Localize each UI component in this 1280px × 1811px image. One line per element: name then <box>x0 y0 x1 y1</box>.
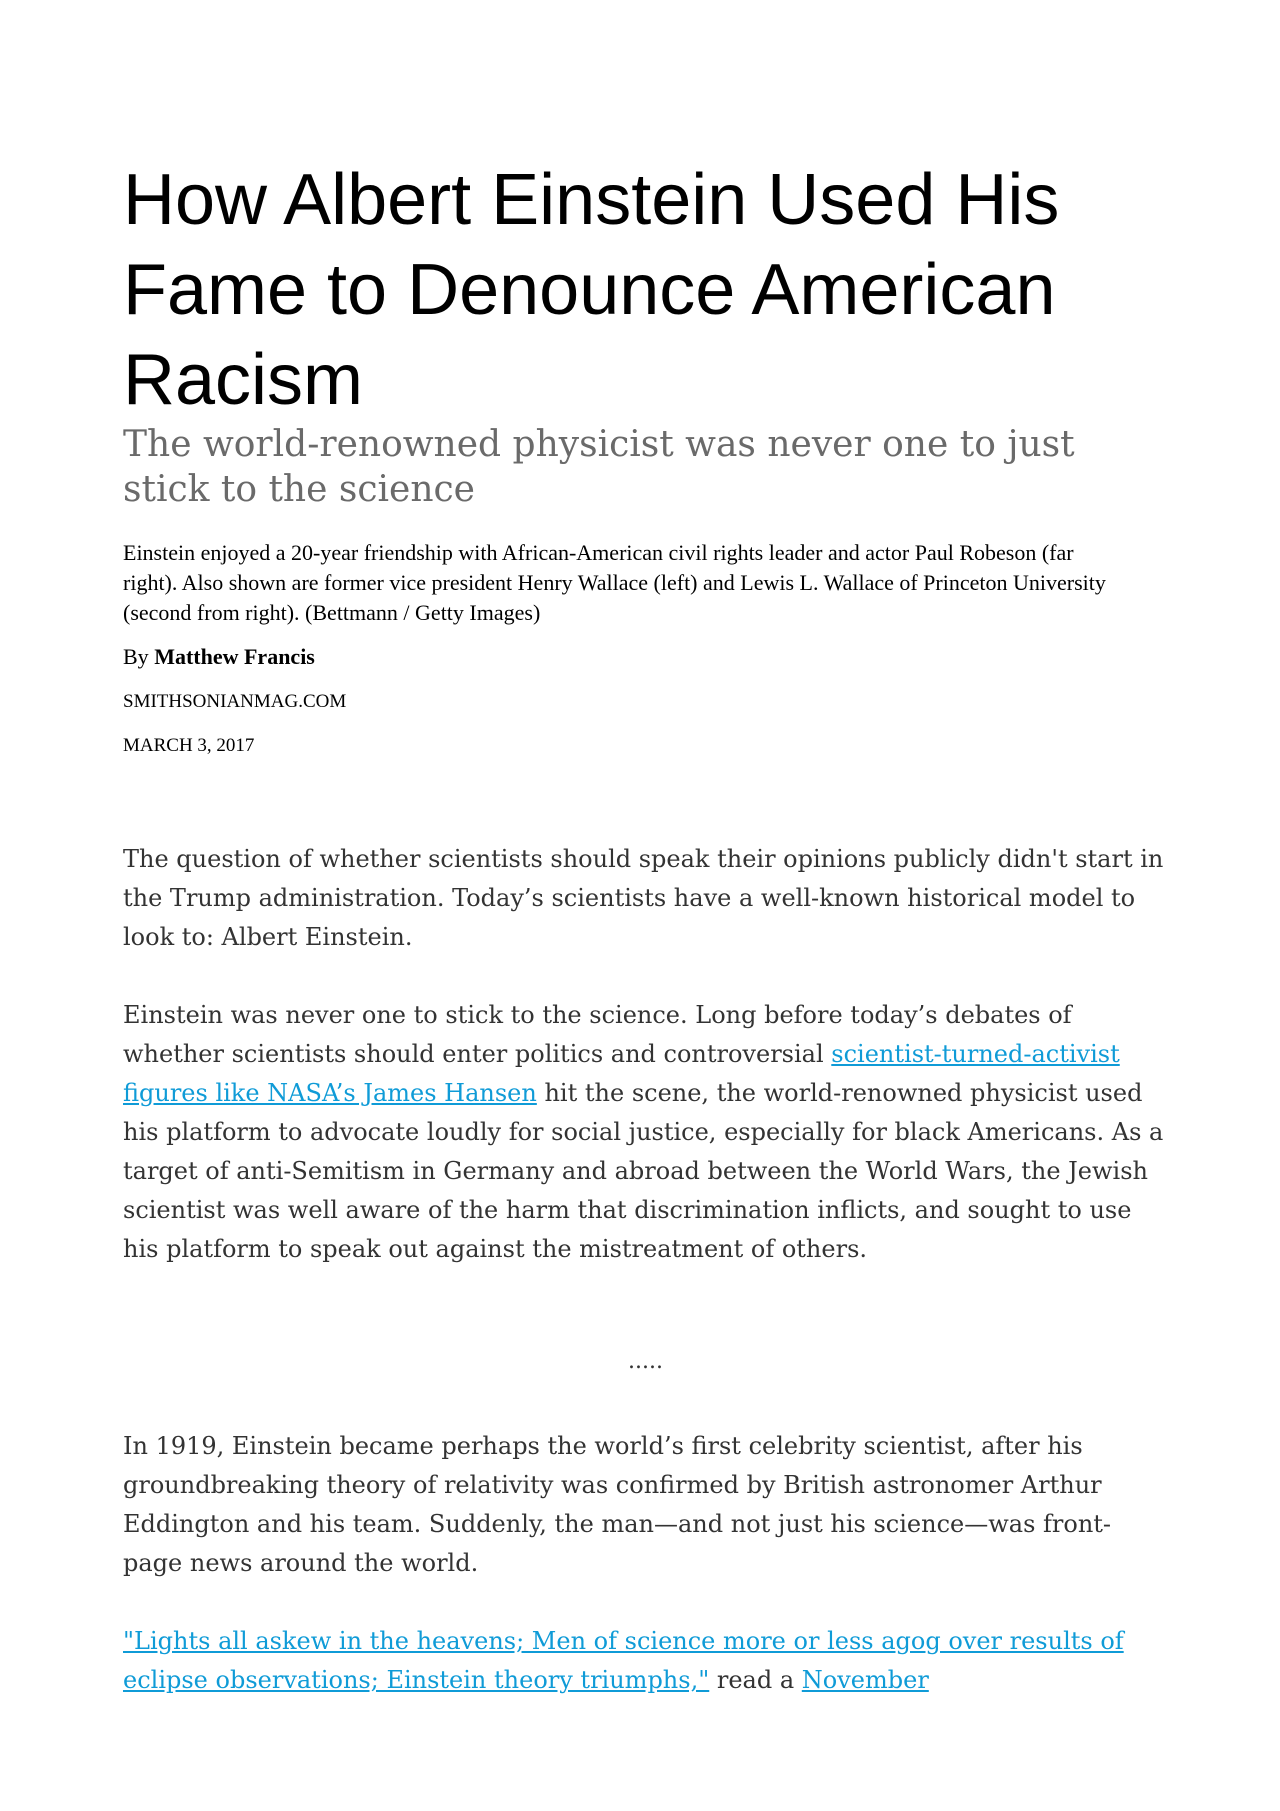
paragraph-2-text-end: hit the scene, the world-renowned physicist used his platform to advocate loudly for social justice, especially for black Americans. As a target of anti-Semitism in Germany and abroad between the World Wars, the Jewish scientist was well aware of the harm that discrimination inflicts, and sought to use his platform to speak out against the mistreatment of others. <box>123 1079 1164 1263</box>
paragraph-4 <box>123 1622 1168 1700</box>
article-subheadline: The world-renowned physicist was never one to just stick to the science <box>123 424 1075 510</box>
byline <box>123 642 315 672</box>
author-name: Matthew Francis <box>154 644 315 669</box>
byline-prefix: By <box>123 644 155 669</box>
article-headline: How Albert Einstein Used His Fame to Denounce American Racism <box>123 160 1060 420</box>
section-separator: ..... <box>628 1349 663 1374</box>
paragraph-2-text-start: Einstein was never one to stick to the science. Long before today’s debates of whether scientists should enter politics and controversial <box>123 1001 1072 1068</box>
paragraph-1: The question of whether scientists should speak their opinions publicly didn't start in the Trump administration. Today’s scientists have a well-known historical model to look to: Albert Einstein. <box>123 845 1164 951</box>
november-article-link[interactable]: November <box>801 1666 929 1694</box>
source-label: SMITHSONIANMAG.COM <box>123 691 347 712</box>
paragraph-3: In 1919, Einstein became perhaps the world’s first celebrity scientist, after his groundbreaking theory of relativity was confirmed by British astronomer Arthur Eddington and his team. Suddenly, the man—and not just his science—was front-page news around the world. <box>123 1432 1112 1577</box>
paragraph-2 <box>123 996 1168 1269</box>
publish-date: MARCH 3, 2017 <box>123 735 255 756</box>
headline-quote-link[interactable]: "Lights all askew in the heavens; Men of science more or less agog over results of eclipse observations; Einstein theory triumphs," <box>123 1627 1124 1694</box>
paragraph-4-text: read a <box>709 1666 802 1694</box>
hansen-link[interactable]: scientist-turned-activist figures like NASA’s James Hansen <box>123 1040 1120 1107</box>
image-caption: Einstein enjoyed a 20-year friendship with African-American civil rights leader and actor Paul Robeson (far right). Also shown are former vice president Henry Wallace (left) and Lewis L. Wallace of Princeton University (second from right). (Bettmann / Getty Images) <box>123 540 1106 625</box>
